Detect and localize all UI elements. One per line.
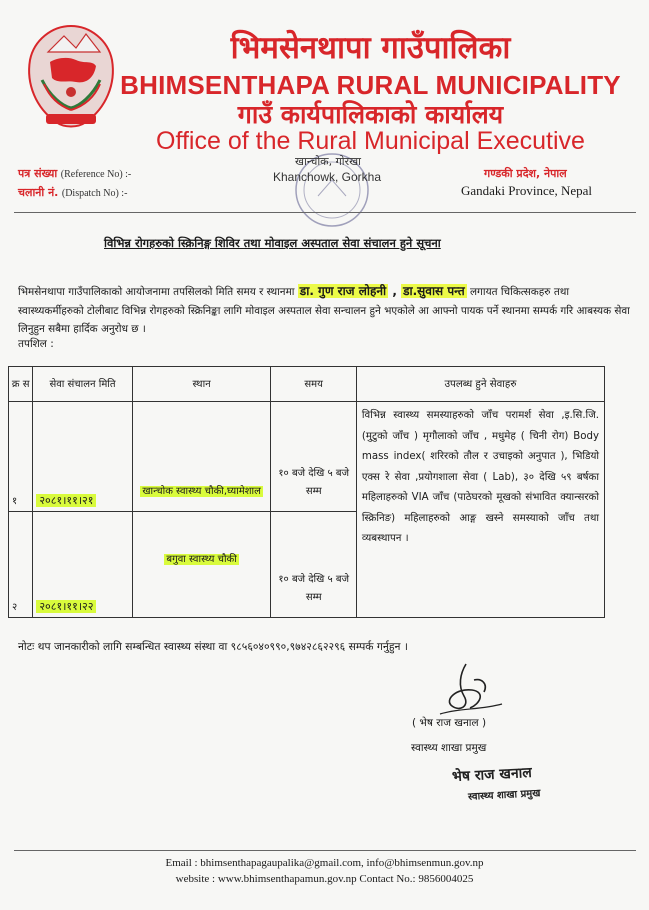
- municipality-name-np: भिमसेनथापा गाउँपालिका: [230, 30, 511, 66]
- notice-body: [18, 282, 630, 339]
- table-row: [9, 402, 605, 512]
- row-time: [271, 402, 356, 512]
- header-time: समय: [271, 367, 356, 402]
- office-name-en: Office of the Rural Municipal Executive: [156, 127, 585, 155]
- row-location-value: बगुवा स्वास्थ्य चौकी: [166, 554, 237, 565]
- row-time-value: १० बजे देखि ५ बजे सम्म: [278, 468, 350, 497]
- dispatch-number: [18, 186, 127, 201]
- header-divider: [14, 212, 636, 213]
- table-header-row: [9, 367, 605, 402]
- header-date: सेवा संचालन मिति: [33, 367, 132, 402]
- signatory-name: ( भेष राज खनाल ): [412, 717, 487, 729]
- notice-title: विभिन्न रोगहरुको स्क्रिनिङ्ग शिविर तथा मोवाइल अस्पताल सेवा संचालन हुने सूचना: [104, 236, 441, 250]
- separator: ,: [388, 284, 402, 298]
- signatory-title: स्वास्थ्य शाखा प्रमुख: [411, 742, 487, 754]
- dispatch-label-np: चलानी नं.: [18, 186, 59, 199]
- reference-number: [18, 167, 131, 182]
- signature-icon: [430, 660, 510, 718]
- services-cell: विभिन्न स्वास्थ्य समस्याहरुको जाँच परामर्श सेवा ,इ.सि.जि.(मुटुको जाँच ) मृगौलाको जाँच , मधुमेह ( चिनी रोग) Body mass index( शरिरको तौल र उचाइको अनुपात ), भिडियो एक्स रे सेवा ,प्रयोगशाला सेवा ( Lab), ३० देखि ५९ बर्षका महिलाहरुको VIA जाँच (पाठेघरको मूखको संभावित क्यान्सरको स्क्रिनिङ) महिलाहरुको आङ्ग खस्ने समस्याको जाँच तथा व्यबस्थापन ।: [356, 402, 604, 618]
- province-en: Gandaki Province, Nepal: [461, 183, 593, 198]
- row-date: [33, 512, 132, 618]
- office-name-np: गाउँ कार्यपालिकाको कार्यालय: [237, 100, 504, 129]
- doctor-name-2: डा.सुवास पन्त: [403, 284, 465, 298]
- footer-email: Email : bhimsenthapagaupalika@gmail.com, info@bhimsenmun.gov.np: [165, 857, 484, 869]
- reference-label-np: पत्र संख्या: [18, 167, 58, 180]
- row-date: [33, 402, 132, 512]
- details-label: तपशिल :: [18, 338, 54, 350]
- schedule-table: [8, 366, 605, 618]
- nepal-emblem-icon: [20, 22, 122, 134]
- municipality-name-en: BHIMSENTHAPA RURAL MUNICIPALITY: [120, 70, 621, 100]
- row-num: २: [9, 512, 33, 618]
- row-date-value: २०८१।११।२२: [36, 600, 96, 613]
- intro-text-1: भिमसेनथापा गाउँपालिकाको आयोजनामा तपसिलको मिति समय र स्थानमा: [18, 286, 298, 298]
- contact-note: नोटः थप जानकारीको लागि सम्बन्धित स्वास्थ्य संस्था वा ९८५६०४०९९०,९७४२८६२२९६ सम्पर्क गर्नुहुन ।: [18, 640, 408, 653]
- header-num: क्र स: [9, 367, 33, 402]
- footer-website: website : www.bhimsenthapamun.gov.np Contact No.: 9856004025: [175, 873, 474, 885]
- header-location: स्थान: [132, 367, 271, 402]
- row-location: [132, 512, 271, 618]
- intro-text-2: लगायत चिकित्सकहरु तथा स्वास्थ्यकर्मीहरुको टोलीबाट विभिन्न रोगहरुको स्क्रिनिङ्का लागि मोवाइल अस्पताल सेवा सन्चालन हुने भएकोले आ आफ्नो पायक पर्ने स्थानमा सम्पर्क गरि आबस्यक सेवा लिनुहुन सबैमा हार्दिक अनुरोध छ ।: [18, 286, 630, 335]
- title-stamp: स्वास्थ्य शाखा प्रमुख: [467, 788, 541, 803]
- row-time-value: १० बजे देखि ५ बजे सम्म: [278, 574, 350, 603]
- name-stamp: भेष राज खनाल: [451, 764, 533, 786]
- doctor-name-1: डा. गुण राज लोहनी: [299, 284, 387, 298]
- row-time: [271, 512, 356, 618]
- row-num: १: [9, 402, 33, 512]
- province-np: गण्डकी प्रदेश, नेपाल: [484, 167, 567, 180]
- dispatch-label-en: (Dispatch No) :-: [61, 188, 128, 199]
- footer-divider: [14, 850, 636, 851]
- location-np: खान्चोक, गोरखा: [294, 155, 361, 168]
- row-location: [132, 402, 271, 512]
- header-services: उपलब्ध हुने सेवाहरु: [356, 367, 604, 402]
- row-date-value: २०८१।११।२१: [36, 494, 96, 507]
- location-en: Khanchowk, Gorkha: [272, 170, 382, 184]
- row-location-value: खान्चोक स्वास्थ्य चौकी,घ्यामेशाल: [142, 486, 261, 497]
- reference-label-en: (Reference No) :-: [60, 169, 132, 180]
